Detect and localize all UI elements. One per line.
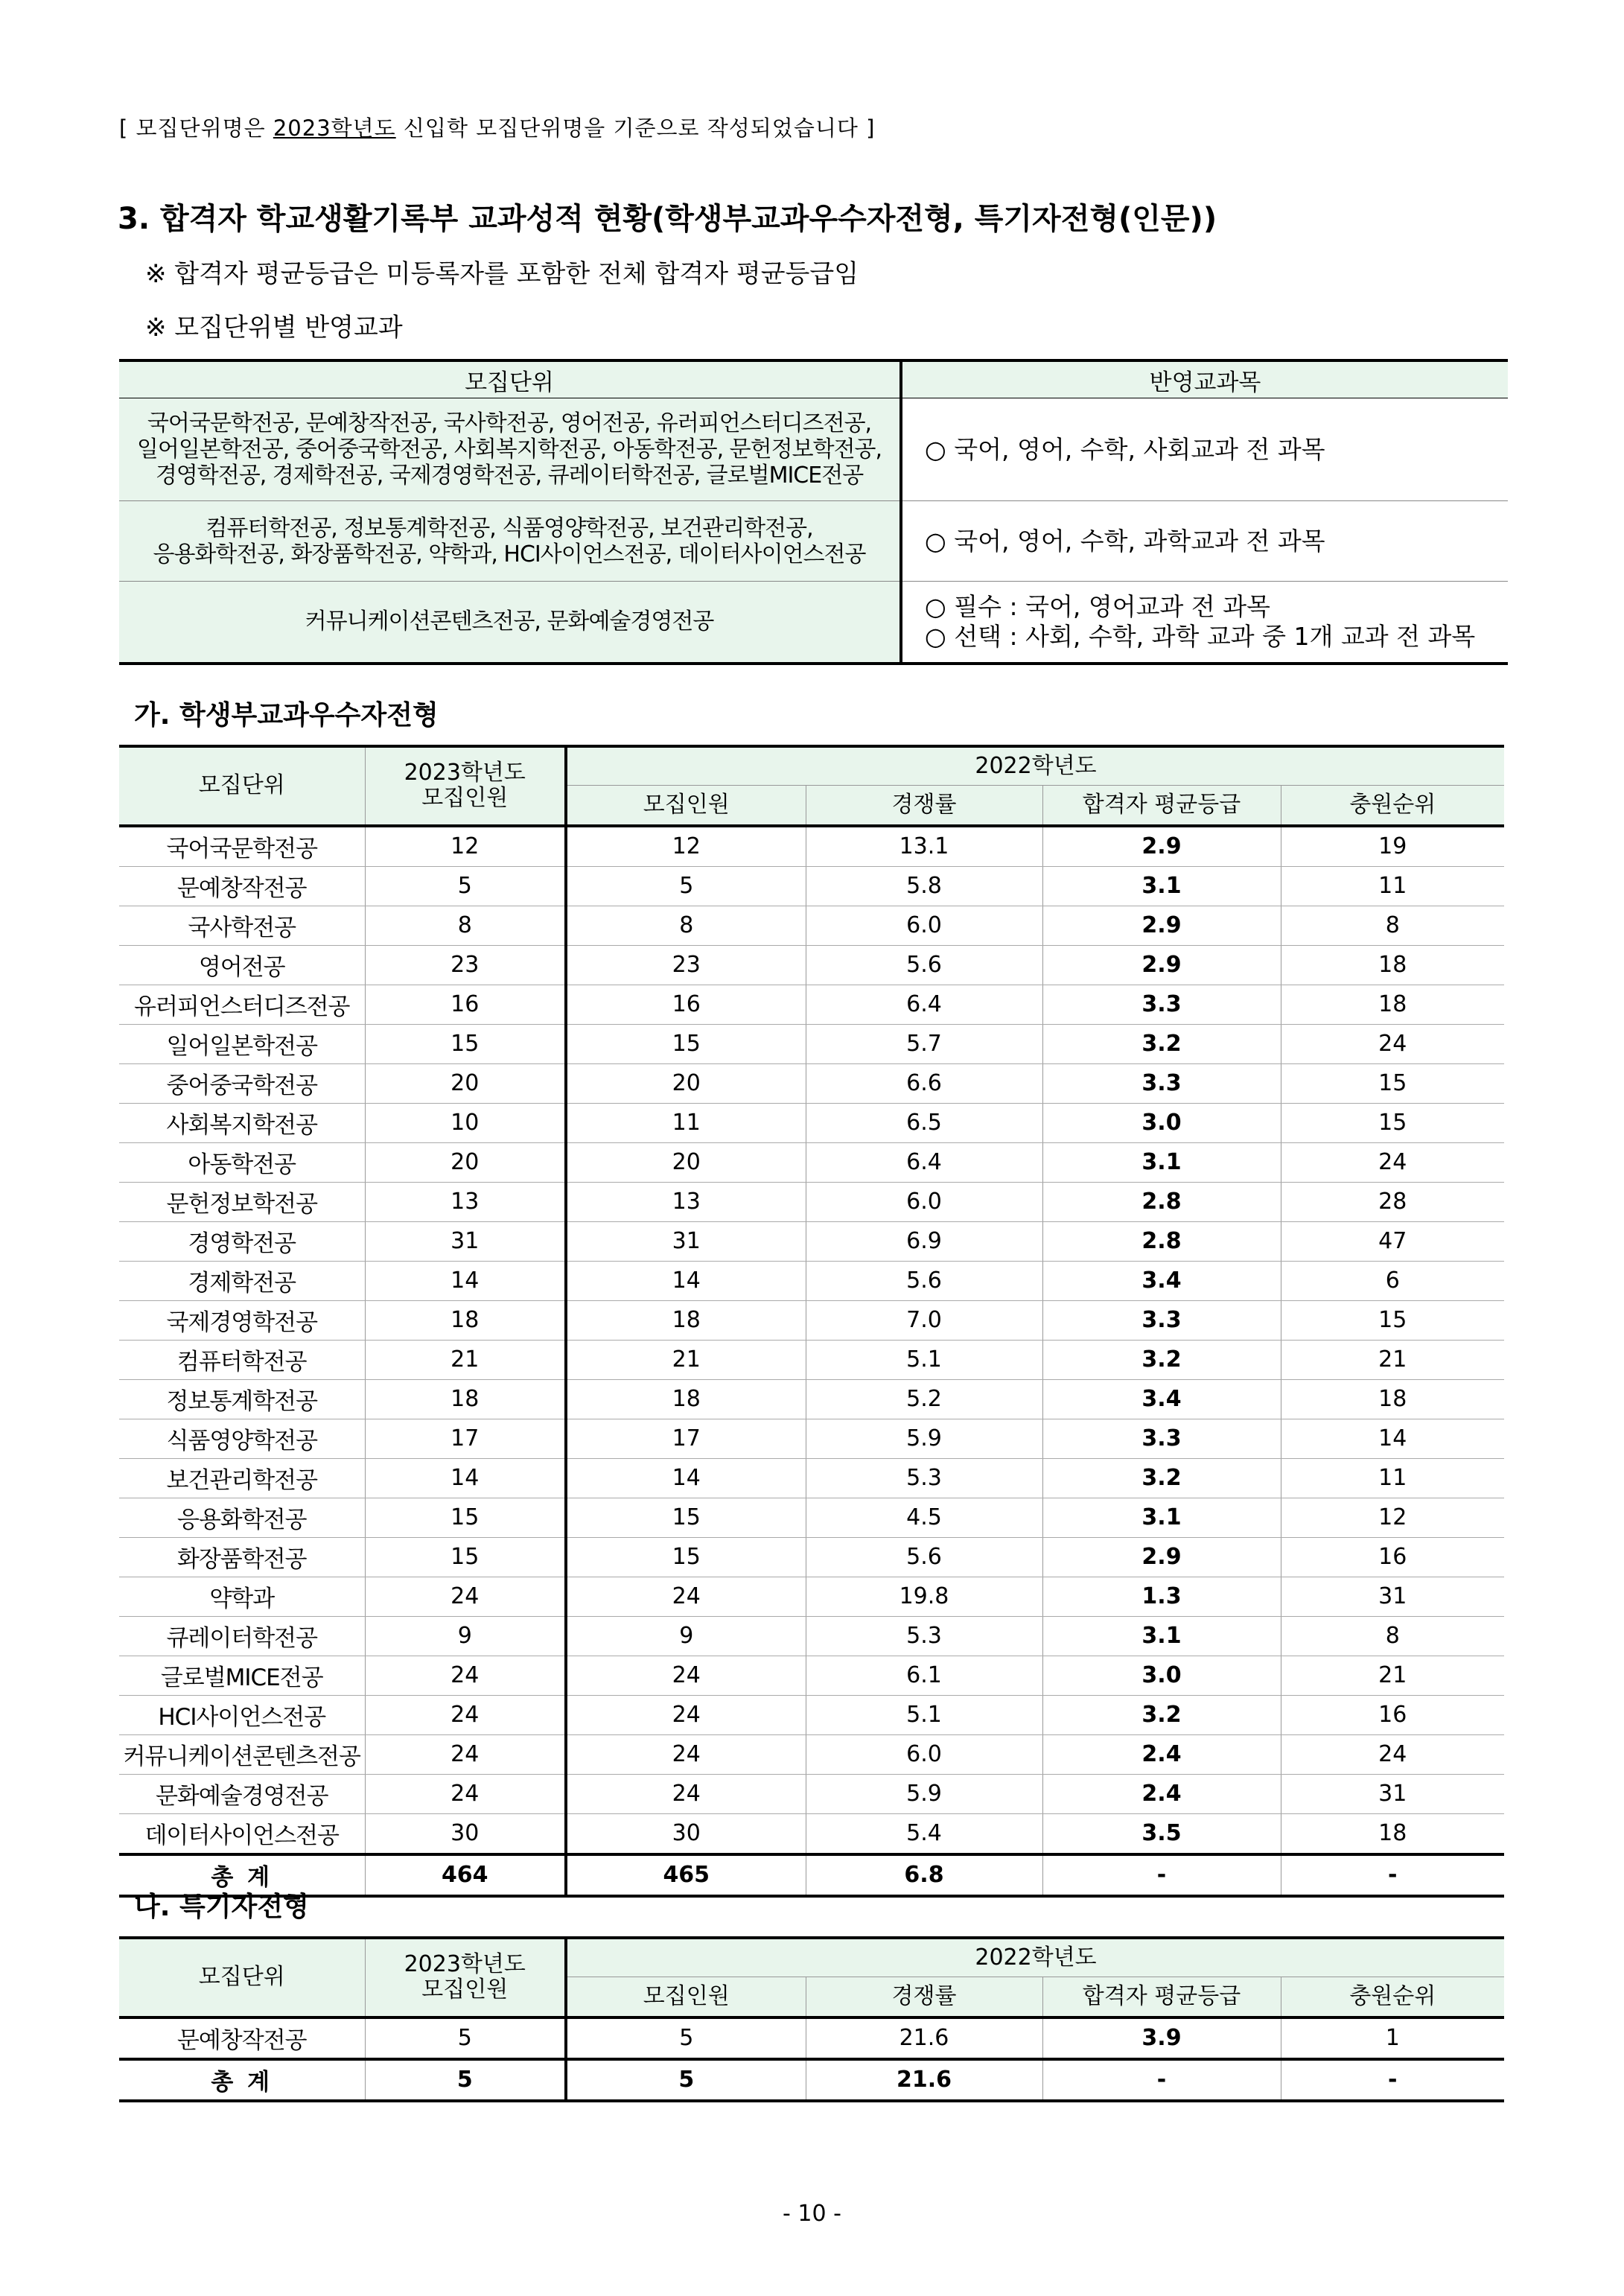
header-recruit: 모집인원 (566, 785, 806, 826)
cell-2023-recruit: 17 (365, 1419, 566, 1458)
subject-line: ○ 필수 : 국어, 영어교과 전 과목 (925, 591, 1270, 621)
subject-row-units (119, 582, 901, 664)
section-a-body (119, 826, 1504, 1896)
table-row (119, 1182, 1504, 1221)
table-row (119, 1458, 1504, 1498)
cell-competition: 5.6 (806, 1537, 1042, 1577)
cell-2023-recruit: 14 (365, 1261, 566, 1300)
subject-row (119, 501, 1508, 582)
table-row (119, 1142, 1504, 1182)
cell-unit: 데이터사이언스전공 (119, 1813, 365, 1854)
total-row (119, 1854, 1504, 1896)
cell-avg-grade: 1.3 (1042, 1577, 1281, 1616)
unit-line: 컴퓨터학전공, 정보통계학전공, 식품영양학전공, 보건관리학전공, (206, 515, 813, 541)
table-row (119, 1340, 1504, 1379)
table-row (119, 1616, 1504, 1656)
cell-2023-recruit: 16 (365, 985, 566, 1024)
cell-avg-grade: 3.3 (1042, 1300, 1281, 1340)
cell-competition: 6.1 (806, 1656, 1042, 1695)
cell-unit: 문화예술경영전공 (119, 1774, 365, 1813)
cell-2023-recruit: 18 (365, 1379, 566, 1419)
cell-2022-recruit: 12 (566, 826, 806, 867)
cell-2022-recruit: 24 (566, 1774, 806, 1813)
cell-unit: 정보통계학전공 (119, 1379, 365, 1419)
cell-unit: 컴퓨터학전공 (119, 1340, 365, 1379)
cell-2022-recruit: 13 (566, 1182, 806, 1221)
cell-unit: 문헌정보학전공 (119, 1182, 365, 1221)
cell-unit: 국제경영학전공 (119, 1300, 365, 1340)
subject-row-subjects (901, 582, 1508, 664)
cell-2022-recruit: 15 (566, 1024, 806, 1063)
cell-waitlist: 1 (1281, 2017, 1504, 2059)
cell-2023-recruit: 20 (365, 1142, 566, 1182)
table-row (119, 945, 1504, 985)
cell-2022-recruit: 20 (566, 1142, 806, 1182)
cell-2022-recruit: 21 (566, 1340, 806, 1379)
header-2022: 2022학년도 (566, 746, 1504, 785)
cell-waitlist: 18 (1281, 985, 1504, 1024)
cell-2023-recruit: 24 (365, 1577, 566, 1616)
cell-competition: 4.5 (806, 1498, 1042, 1537)
cell-2022-recruit: 20 (566, 1063, 806, 1103)
cell-waitlist: - (1281, 2059, 1504, 2101)
table-row (119, 1656, 1504, 1695)
cell-competition: 6.0 (806, 1182, 1042, 1221)
table-row (119, 906, 1504, 945)
table-row (119, 1221, 1504, 1261)
cell-2022-recruit: 24 (566, 1577, 806, 1616)
header-2023-recruit (365, 1938, 566, 2017)
cell-waitlist: 24 (1281, 1142, 1504, 1182)
table-row (119, 1379, 1504, 1419)
cell-2023-recruit: 30 (365, 1813, 566, 1854)
unit-line: 국어국문학전공, 문예창작전공, 국사학전공, 영어전공, 유러피언스터디즈전공, (147, 410, 872, 436)
cell-avg-grade: 3.1 (1042, 1498, 1281, 1537)
cell-unit: 문예창작전공 (119, 866, 365, 906)
subject-row-units (119, 398, 901, 501)
section-title: 3. 합격자 학교생활기록부 교과성적 현황(학생부교과우수자전형, 특기자전형(인문)) (118, 202, 1217, 236)
cell-competition: 5.3 (806, 1616, 1042, 1656)
cell-unit: 커뮤니케이션콘텐츠전공 (119, 1734, 365, 1774)
cell-waitlist: 15 (1281, 1300, 1504, 1340)
cell-avg-grade: 3.4 (1042, 1261, 1281, 1300)
header-competition: 경쟁률 (806, 785, 1042, 826)
cell-2022-recruit: 11 (566, 1103, 806, 1142)
cell-2023-recruit: 21 (365, 1340, 566, 1379)
cell-2022-recruit: 14 (566, 1458, 806, 1498)
cell-avg-grade: 3.5 (1042, 1813, 1281, 1854)
cell-avg-grade: 3.2 (1042, 1695, 1281, 1734)
subject-row-subjects (901, 398, 1508, 501)
cell-competition: 6.5 (806, 1103, 1042, 1142)
cell-unit: 보건관리학전공 (119, 1458, 365, 1498)
section-a-table (119, 745, 1504, 1898)
cell-competition: 6.8 (806, 1854, 1042, 1896)
cell-unit: 식품영양학전공 (119, 1419, 365, 1458)
cell-unit: 영어전공 (119, 945, 365, 985)
cell-avg-grade: - (1042, 1854, 1281, 1896)
cell-competition: 5.9 (806, 1419, 1042, 1458)
cell-waitlist: 18 (1281, 1379, 1504, 1419)
cell-avg-grade: 2.8 (1042, 1221, 1281, 1261)
cell-2023-recruit: 13 (365, 1182, 566, 1221)
cell-2022-recruit: 17 (566, 1419, 806, 1458)
cell-waitlist: 14 (1281, 1419, 1504, 1458)
cell-2023-recruit: 5 (365, 866, 566, 906)
cell-avg-grade: 3.0 (1042, 1656, 1281, 1695)
cell-avg-grade: 2.9 (1042, 1537, 1281, 1577)
note-subjects: ※ 모집단위별 반영교과 (145, 313, 403, 343)
cell-2023-recruit: 12 (365, 826, 566, 867)
subject-table (119, 359, 1508, 665)
cell-avg-grade: 2.8 (1042, 1182, 1281, 1221)
cell-waitlist: 15 (1281, 1103, 1504, 1142)
cell-competition: 6.0 (806, 906, 1042, 945)
cell-competition: 6.0 (806, 1734, 1042, 1774)
cell-waitlist: 21 (1281, 1656, 1504, 1695)
cell-waitlist: 8 (1281, 1616, 1504, 1656)
cell-competition: 21.6 (806, 2059, 1042, 2101)
cell-2023-recruit: 9 (365, 1616, 566, 1656)
cell-avg-grade: 3.1 (1042, 1616, 1281, 1656)
header-2023-line1: 2023학년도 (404, 1951, 526, 1978)
cell-competition: 5.7 (806, 1024, 1042, 1063)
cell-2022-recruit: 15 (566, 1498, 806, 1537)
cell-avg-grade: 3.2 (1042, 1024, 1281, 1063)
total-row (119, 2059, 1504, 2101)
table-row (119, 866, 1504, 906)
cell-2022-recruit: 8 (566, 906, 806, 945)
cell-2022-recruit: 465 (566, 1854, 806, 1896)
cell-avg-grade: 3.1 (1042, 866, 1281, 906)
cell-waitlist: 24 (1281, 1024, 1504, 1063)
subject-row (119, 398, 1508, 501)
cell-unit: 문예창작전공 (119, 2017, 365, 2059)
cell-competition: 21.6 (806, 2017, 1042, 2059)
cell-2022-recruit: 24 (566, 1656, 806, 1695)
cell-2022-recruit: 16 (566, 985, 806, 1024)
cell-2023-recruit: 8 (365, 906, 566, 945)
cell-competition: 5.9 (806, 1774, 1042, 1813)
cell-waitlist: 16 (1281, 1537, 1504, 1577)
table-row (119, 2017, 1504, 2059)
table-row (119, 985, 1504, 1024)
notice-suffix: 신입학 모집단위명을 기준으로 작성되었습니다 ] (395, 115, 876, 141)
subject-table-header (119, 360, 1508, 398)
cell-competition: 6.6 (806, 1063, 1042, 1103)
notice-prefix: [ 모집단위명은 (119, 115, 273, 141)
cell-unit: 사회복지학전공 (119, 1103, 365, 1142)
cell-unit: 중어중국학전공 (119, 1063, 365, 1103)
cell-2023-recruit: 24 (365, 1774, 566, 1813)
cell-avg-grade: 3.1 (1042, 1142, 1281, 1182)
cell-unit: 경영학전공 (119, 1221, 365, 1261)
cell-unit: 국사학전공 (119, 906, 365, 945)
cell-2022-recruit: 23 (566, 945, 806, 985)
cell-avg-grade: - (1042, 2059, 1281, 2101)
cell-competition: 19.8 (806, 1577, 1042, 1616)
cell-competition: 6.9 (806, 1221, 1042, 1261)
header-subjects: 반영교과목 (901, 360, 1508, 398)
table-row (119, 1577, 1504, 1616)
section-b-body (119, 2017, 1504, 2101)
cell-waitlist: 15 (1281, 1063, 1504, 1103)
header-recruit: 모집인원 (566, 1977, 806, 2017)
table-row (119, 1813, 1504, 1854)
table-row (119, 1419, 1504, 1458)
cell-competition: 5.6 (806, 945, 1042, 985)
cell-2023-recruit: 31 (365, 1221, 566, 1261)
notice-year: 2023학년도 (273, 115, 396, 141)
cell-waitlist: 8 (1281, 906, 1504, 945)
header-2023-line2: 모집인원 (421, 1977, 509, 2003)
table-row (119, 1537, 1504, 1577)
table-row (119, 1695, 1504, 1734)
cell-2023-recruit: 14 (365, 1458, 566, 1498)
table-row (119, 1734, 1504, 1774)
cell-2023-recruit: 24 (365, 1695, 566, 1734)
note-average-grade: ※ 합격자 평균등급은 미등록자를 포함한 전체 합격자 평균등급임 (145, 259, 859, 289)
subject-line: ○ 국어, 영어, 수학, 사회교과 전 과목 (925, 434, 1325, 464)
unit-line: 커뮤니케이션콘텐츠전공, 문화예술경영전공 (305, 608, 714, 635)
table-header-row (119, 746, 1504, 785)
cell-unit: 총 계 (119, 2059, 365, 2101)
cell-competition: 13.1 (806, 826, 1042, 867)
header-unit: 모집단위 (119, 1938, 365, 2017)
cell-waitlist: 11 (1281, 866, 1504, 906)
cell-waitlist: 24 (1281, 1734, 1504, 1774)
cell-unit: 큐레이터학전공 (119, 1616, 365, 1656)
cell-unit: HCI사이언스전공 (119, 1695, 365, 1734)
section-b-table (119, 1936, 1504, 2102)
cell-2022-recruit: 5 (566, 866, 806, 906)
cell-unit: 경제학전공 (119, 1261, 365, 1300)
cell-waitlist: 6 (1281, 1261, 1504, 1300)
cell-unit: 국어국문학전공 (119, 826, 365, 867)
cell-competition: 5.1 (806, 1695, 1042, 1734)
cell-unit: 유러피언스터디즈전공 (119, 985, 365, 1024)
table-row (119, 1063, 1504, 1103)
cell-waitlist: 47 (1281, 1221, 1504, 1261)
cell-2023-recruit: 23 (365, 945, 566, 985)
cell-2023-recruit: 20 (365, 1063, 566, 1103)
cell-avg-grade: 3.3 (1042, 1063, 1281, 1103)
header-waitlist: 충원순위 (1281, 785, 1504, 826)
header-2023-recruit (365, 746, 566, 826)
cell-competition: 5.3 (806, 1458, 1042, 1498)
cell-competition: 5.4 (806, 1813, 1042, 1854)
cell-competition: 6.4 (806, 1142, 1042, 1182)
table-header-row (119, 1938, 1504, 1977)
cell-avg-grade: 3.0 (1042, 1103, 1281, 1142)
header-unit: 모집단위 (119, 360, 901, 398)
cell-unit: 총 계 (119, 1854, 365, 1896)
subject-row (119, 582, 1508, 664)
cell-waitlist: - (1281, 1854, 1504, 1896)
subject-row-subjects (901, 501, 1508, 582)
cell-avg-grade: 2.4 (1042, 1774, 1281, 1813)
cell-2023-recruit: 10 (365, 1103, 566, 1142)
cell-2022-recruit: 5 (566, 2059, 806, 2101)
cell-competition: 5.6 (806, 1261, 1042, 1300)
cell-waitlist: 19 (1281, 826, 1504, 867)
unit-line: 일어일본학전공, 중어중국학전공, 사회복지학전공, 아동학전공, 문헌정보학전공, (136, 436, 882, 462)
cell-avg-grade: 2.4 (1042, 1734, 1281, 1774)
cell-avg-grade: 2.9 (1042, 945, 1281, 985)
cell-2023-recruit: 15 (365, 1024, 566, 1063)
cell-competition: 5.2 (806, 1379, 1042, 1419)
cell-2022-recruit: 9 (566, 1616, 806, 1656)
cell-unit: 응용화학전공 (119, 1498, 365, 1537)
cell-unit: 약학과 (119, 1577, 365, 1616)
subject-row-units (119, 501, 901, 582)
subject-line: ○ 선택 : 사회, 수학, 과학 교과 중 1개 교과 전 과목 (925, 621, 1476, 651)
cell-2023-recruit: 5 (365, 2059, 566, 2101)
cell-2022-recruit: 24 (566, 1734, 806, 1774)
cell-waitlist: 18 (1281, 945, 1504, 985)
cell-waitlist: 18 (1281, 1813, 1504, 1854)
cell-2022-recruit: 14 (566, 1261, 806, 1300)
cell-avg-grade: 3.3 (1042, 985, 1281, 1024)
cell-waitlist: 21 (1281, 1340, 1504, 1379)
cell-2023-recruit: 5 (365, 2017, 566, 2059)
cell-2023-recruit: 24 (365, 1734, 566, 1774)
cell-2022-recruit: 18 (566, 1379, 806, 1419)
cell-unit: 화장품학전공 (119, 1537, 365, 1577)
cell-waitlist: 28 (1281, 1182, 1504, 1221)
cell-unit: 아동학전공 (119, 1142, 365, 1182)
cell-2023-recruit: 464 (365, 1854, 566, 1896)
cell-2022-recruit: 18 (566, 1300, 806, 1340)
header-avg-grade: 합격자 평균등급 (1042, 785, 1281, 826)
cell-avg-grade: 3.4 (1042, 1379, 1281, 1419)
cell-avg-grade: 3.9 (1042, 2017, 1281, 2059)
header-2023-line2: 모집인원 (421, 785, 509, 812)
table-row (119, 1261, 1504, 1300)
table-row (119, 1300, 1504, 1340)
cell-waitlist: 31 (1281, 1774, 1504, 1813)
cell-avg-grade: 3.3 (1042, 1419, 1281, 1458)
cell-2023-recruit: 15 (365, 1537, 566, 1577)
cell-waitlist: 16 (1281, 1695, 1504, 1734)
cell-competition: 6.4 (806, 985, 1042, 1024)
header-unit: 모집단위 (119, 746, 365, 826)
header-waitlist: 충원순위 (1281, 1977, 1504, 2017)
cell-waitlist: 31 (1281, 1577, 1504, 1616)
cell-2022-recruit: 31 (566, 1221, 806, 1261)
cell-avg-grade: 3.2 (1042, 1458, 1281, 1498)
subject-line: ○ 국어, 영어, 수학, 과학교과 전 과목 (925, 526, 1325, 556)
cell-2022-recruit: 15 (566, 1537, 806, 1577)
table-row (119, 1774, 1504, 1813)
table-row (119, 1024, 1504, 1063)
cell-2023-recruit: 18 (365, 1300, 566, 1340)
cell-waitlist: 11 (1281, 1458, 1504, 1498)
cell-waitlist: 12 (1281, 1498, 1504, 1537)
section-b-title: 나. 특기자전형 (134, 1892, 309, 1922)
cell-unit: 일어일본학전공 (119, 1024, 365, 1063)
cell-competition: 5.1 (806, 1340, 1042, 1379)
cell-2022-recruit: 24 (566, 1695, 806, 1734)
unit-line: 경영학전공, 경제학전공, 국제경영학전공, 큐레이터학전공, 글로벌MICE전공 (155, 462, 864, 489)
header-2022: 2022학년도 (566, 1938, 1504, 1977)
cell-2022-recruit: 30 (566, 1813, 806, 1854)
cell-2022-recruit: 5 (566, 2017, 806, 2059)
cell-2023-recruit: 15 (365, 1498, 566, 1537)
table-row (119, 1498, 1504, 1537)
header-avg-grade: 합격자 평균등급 (1042, 1977, 1281, 2017)
table-row (119, 826, 1504, 867)
cell-competition: 7.0 (806, 1300, 1042, 1340)
table-row (119, 1103, 1504, 1142)
cell-avg-grade: 2.9 (1042, 826, 1281, 867)
section-a-title: 가. 학생부교과우수자전형 (134, 700, 439, 731)
unit-line: 응용화학전공, 화장품학전공, 약학과, HCI사이언스전공, 데이터사이언스전공 (153, 541, 866, 567)
header-competition: 경쟁률 (806, 1977, 1042, 2017)
page-number: - 10 - (783, 2201, 841, 2227)
cell-avg-grade: 3.2 (1042, 1340, 1281, 1379)
header-2023-line1: 2023학년도 (404, 760, 526, 786)
notice-text (119, 112, 875, 142)
cell-avg-grade: 2.9 (1042, 906, 1281, 945)
cell-2023-recruit: 24 (365, 1656, 566, 1695)
cell-competition: 5.8 (806, 866, 1042, 906)
cell-unit: 글로벌MICE전공 (119, 1656, 365, 1695)
